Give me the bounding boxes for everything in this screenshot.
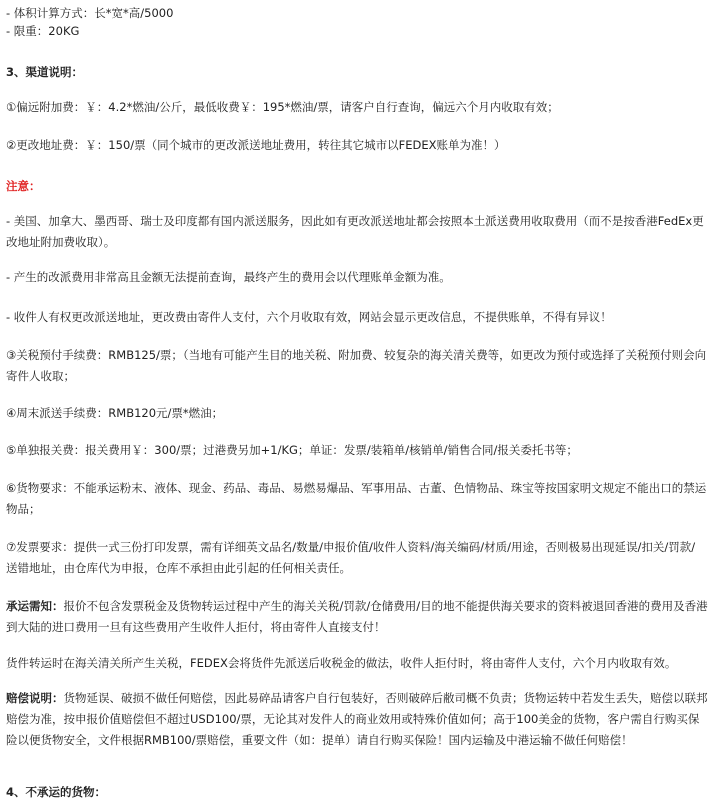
weekend-delivery-fee: ④周末派送手续费：RMB120元/票*燃油；	[6, 406, 224, 420]
undertaking-text: 报价不包含发票税金及货物转运过程中产生的海关关税/罚款/仓储费用/目的地不能提供海关要求的资料被退回香港的费用及香港到大陆的进口费用一旦有这些费用产生收件人拒付，将由寄件人直接支付！	[6, 599, 708, 634]
transit-duty: 货件转运时在海关清关所产生关税，FEDEX会将货件先派送后收税金的做法，收件人拒付时，将由寄件人支付，六个月内收取有效。	[6, 656, 677, 670]
compensation-lead: 赔偿说明：	[6, 691, 64, 705]
volume-formula: - 体积计算方式：长*宽*高/5000	[6, 6, 174, 20]
compensation-notice	[6, 688, 708, 751]
goods-requirements: ⑥货物要求：不能承运粉末、液体、现金、药品、毒品、易燃易爆品、军事用品、古董、色情物品、珠宝等按国家明文规定不能出口的禁运物品；	[6, 481, 707, 516]
address-change-fee: ②更改地址费：￥：150/票（同个城市的更改派送地址费用，转往其它城市以FEDEX账单为准！）	[6, 138, 506, 152]
section-3-title: 3、渠道说明：	[6, 65, 84, 79]
undertaking-lead: 承运需知：	[6, 599, 64, 613]
weight-limit: - 限重：20KG	[6, 24, 80, 38]
compensation-text: 货物延误、破损不做任何赔偿，因此易碎品请客户自行包装好，否则破碎后敝司概不负责；货物运转中若发生丢失，赔偿以联邦赔偿为准，按申报价值赔偿但不超过USD100/票，无论其对发件人的商业效用或特殊价值如何；高于100美金的货物，客户需自行购买保险以便货物安全，文件根据RMB100/票赔偿，重要文件（如：提单）请自行购买保险！国内运输及中港运输不做任何赔偿！	[6, 691, 708, 747]
section-4-title: 4、不承运的货物：	[6, 785, 107, 799]
notice-item-2: - 产生的改派费用非常高且金额无法提前查询，最终产生的费用会以代理账单金额为准。	[6, 270, 451, 284]
notice-item-3: - 收件人有权更改派送地址，更改费由寄件人支付，六个月收取有效，网站会显示更改信息，不提供账单，不得有异议！	[6, 310, 612, 324]
customs-prepay-fee: ③关税预付手续费：RMB125/票；（当地有可能产生目的地关税、附加费、较复杂的海关清关费等，如更改为预付或选择了关税预付则会向寄件人收取；	[6, 348, 707, 383]
notice-item-1: - 美国、加拿大、墨西哥、瑞士及印度都有国内派送服务，因此如有更改派送地址都会按照本土派送费用收取费用（而不是按香港FedEx更改地址附加费收取）。	[6, 214, 704, 249]
declaration-fee: ⑤单独报关费：报关费用￥：300/票；过港费另加+1/KG；单证：发票/装箱单/核销单/销售合同/报关委托书等；	[6, 443, 578, 457]
notice-title: 注意：	[6, 179, 41, 193]
undertaking-notice	[6, 596, 708, 638]
invoice-requirements: ⑦发票要求：提供一式三份打印发票，需有详细英文品名/数量/申报价值/收件人资料/海关编码/材质/用途，否则极易出现延误/扣关/罚款/ 送错地址，由仓库代为申报，仓库不承担由此引起的任何相关责任。	[6, 540, 696, 575]
remote-fee: ①偏远附加费：￥：4.2*燃油/公斤，最低收费￥：195*燃油/票，请客户自行查询，偏远六个月内收取有效；	[6, 100, 559, 114]
